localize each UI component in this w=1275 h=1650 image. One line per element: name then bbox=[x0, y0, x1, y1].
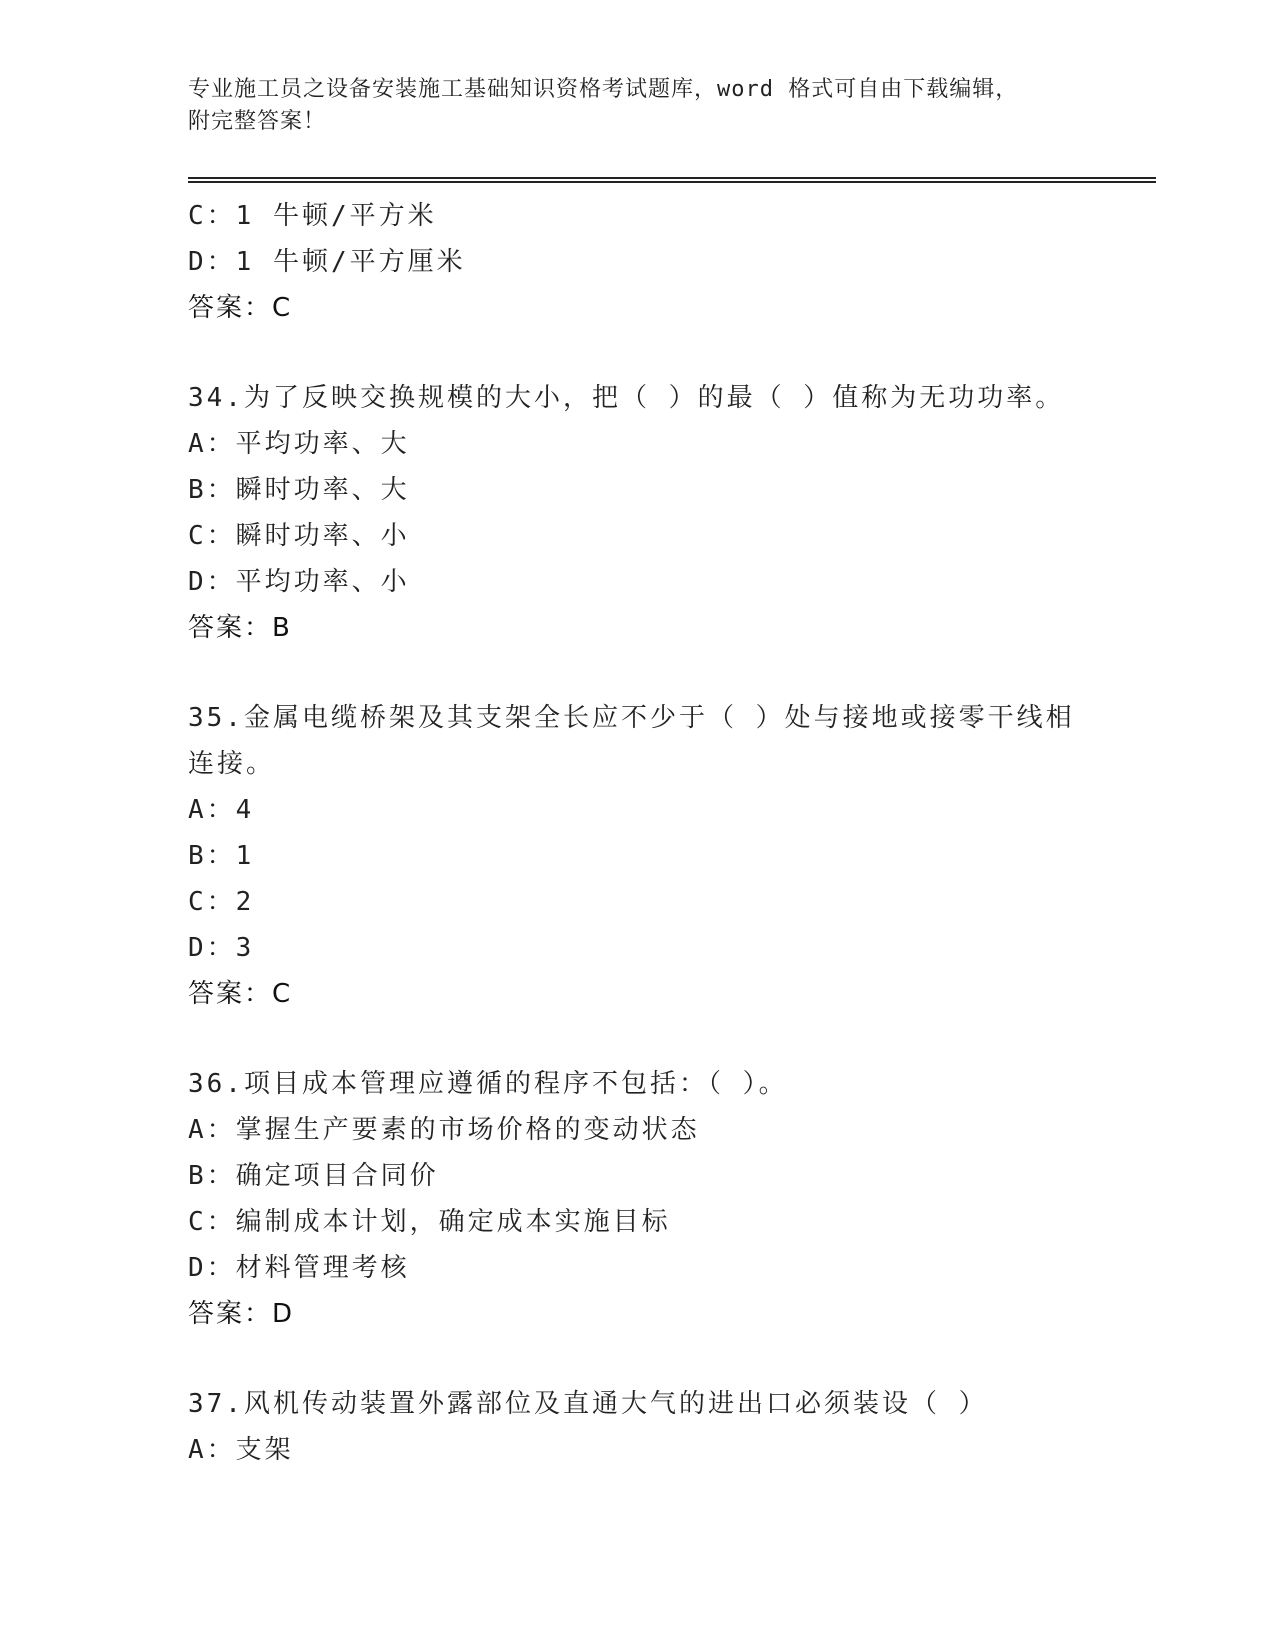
option-c: C：编制成本计划，确定成本实施目标 bbox=[188, 1207, 671, 1237]
question-35 bbox=[188, 695, 1108, 1017]
answer-label: 答案：C bbox=[188, 293, 293, 323]
answer-label: 答案：B bbox=[188, 613, 292, 643]
option-c: C：1 牛顿/平方米 bbox=[188, 201, 437, 231]
option-d: D：3 bbox=[188, 933, 255, 963]
question-stem: 36.项目成本管理应遵循的程序不包括：（ ）。 bbox=[188, 1069, 788, 1099]
option-d: D：1 牛顿/平方厘米 bbox=[188, 247, 466, 277]
header-line-1: 专业施工员之设备安装施工基础知识资格考试题库，word 格式可自由下载编辑， bbox=[188, 77, 1019, 102]
option-a: A：掌握生产要素的市场价格的变动状态 bbox=[188, 1115, 700, 1145]
header-divider bbox=[188, 177, 1156, 183]
option-a: A：4 bbox=[188, 795, 255, 825]
question-36 bbox=[188, 1061, 1108, 1337]
option-a: A：平均功率、大 bbox=[188, 429, 410, 459]
question-33-partial bbox=[188, 193, 1108, 331]
question-37 bbox=[188, 1381, 1108, 1473]
question-list bbox=[188, 193, 1108, 1473]
option-b: B：瞬时功率、大 bbox=[188, 475, 410, 505]
question-stem-line-1: 35.金属电缆桥架及其支架全长应不少于（ ）处与接地或接零干线相 bbox=[188, 703, 1075, 733]
document-header bbox=[188, 74, 1088, 138]
question-stem: 37.风机传动装置外露部位及直通大气的进出口必须装设（ ） bbox=[188, 1389, 988, 1419]
question-34 bbox=[188, 375, 1108, 651]
question-stem-line-2: 连接。 bbox=[188, 749, 276, 779]
option-b: B：1 bbox=[188, 841, 255, 871]
option-d: D：平均功率、小 bbox=[188, 567, 410, 597]
answer-label: 答案：D bbox=[188, 1299, 295, 1329]
option-b: B：确定项目合同价 bbox=[188, 1161, 439, 1191]
option-d: D：材料管理考核 bbox=[188, 1253, 410, 1283]
option-c: C：2 bbox=[188, 887, 255, 917]
answer-label: 答案：C bbox=[188, 979, 293, 1009]
question-stem: 34.为了反映交换规模的大小，把（ ）的最（ ）值称为无功功率。 bbox=[188, 383, 1065, 413]
header-line-2: 附完整答案！ bbox=[188, 109, 327, 134]
option-c: C：瞬时功率、小 bbox=[188, 521, 410, 551]
option-a: A：支架 bbox=[188, 1435, 294, 1465]
